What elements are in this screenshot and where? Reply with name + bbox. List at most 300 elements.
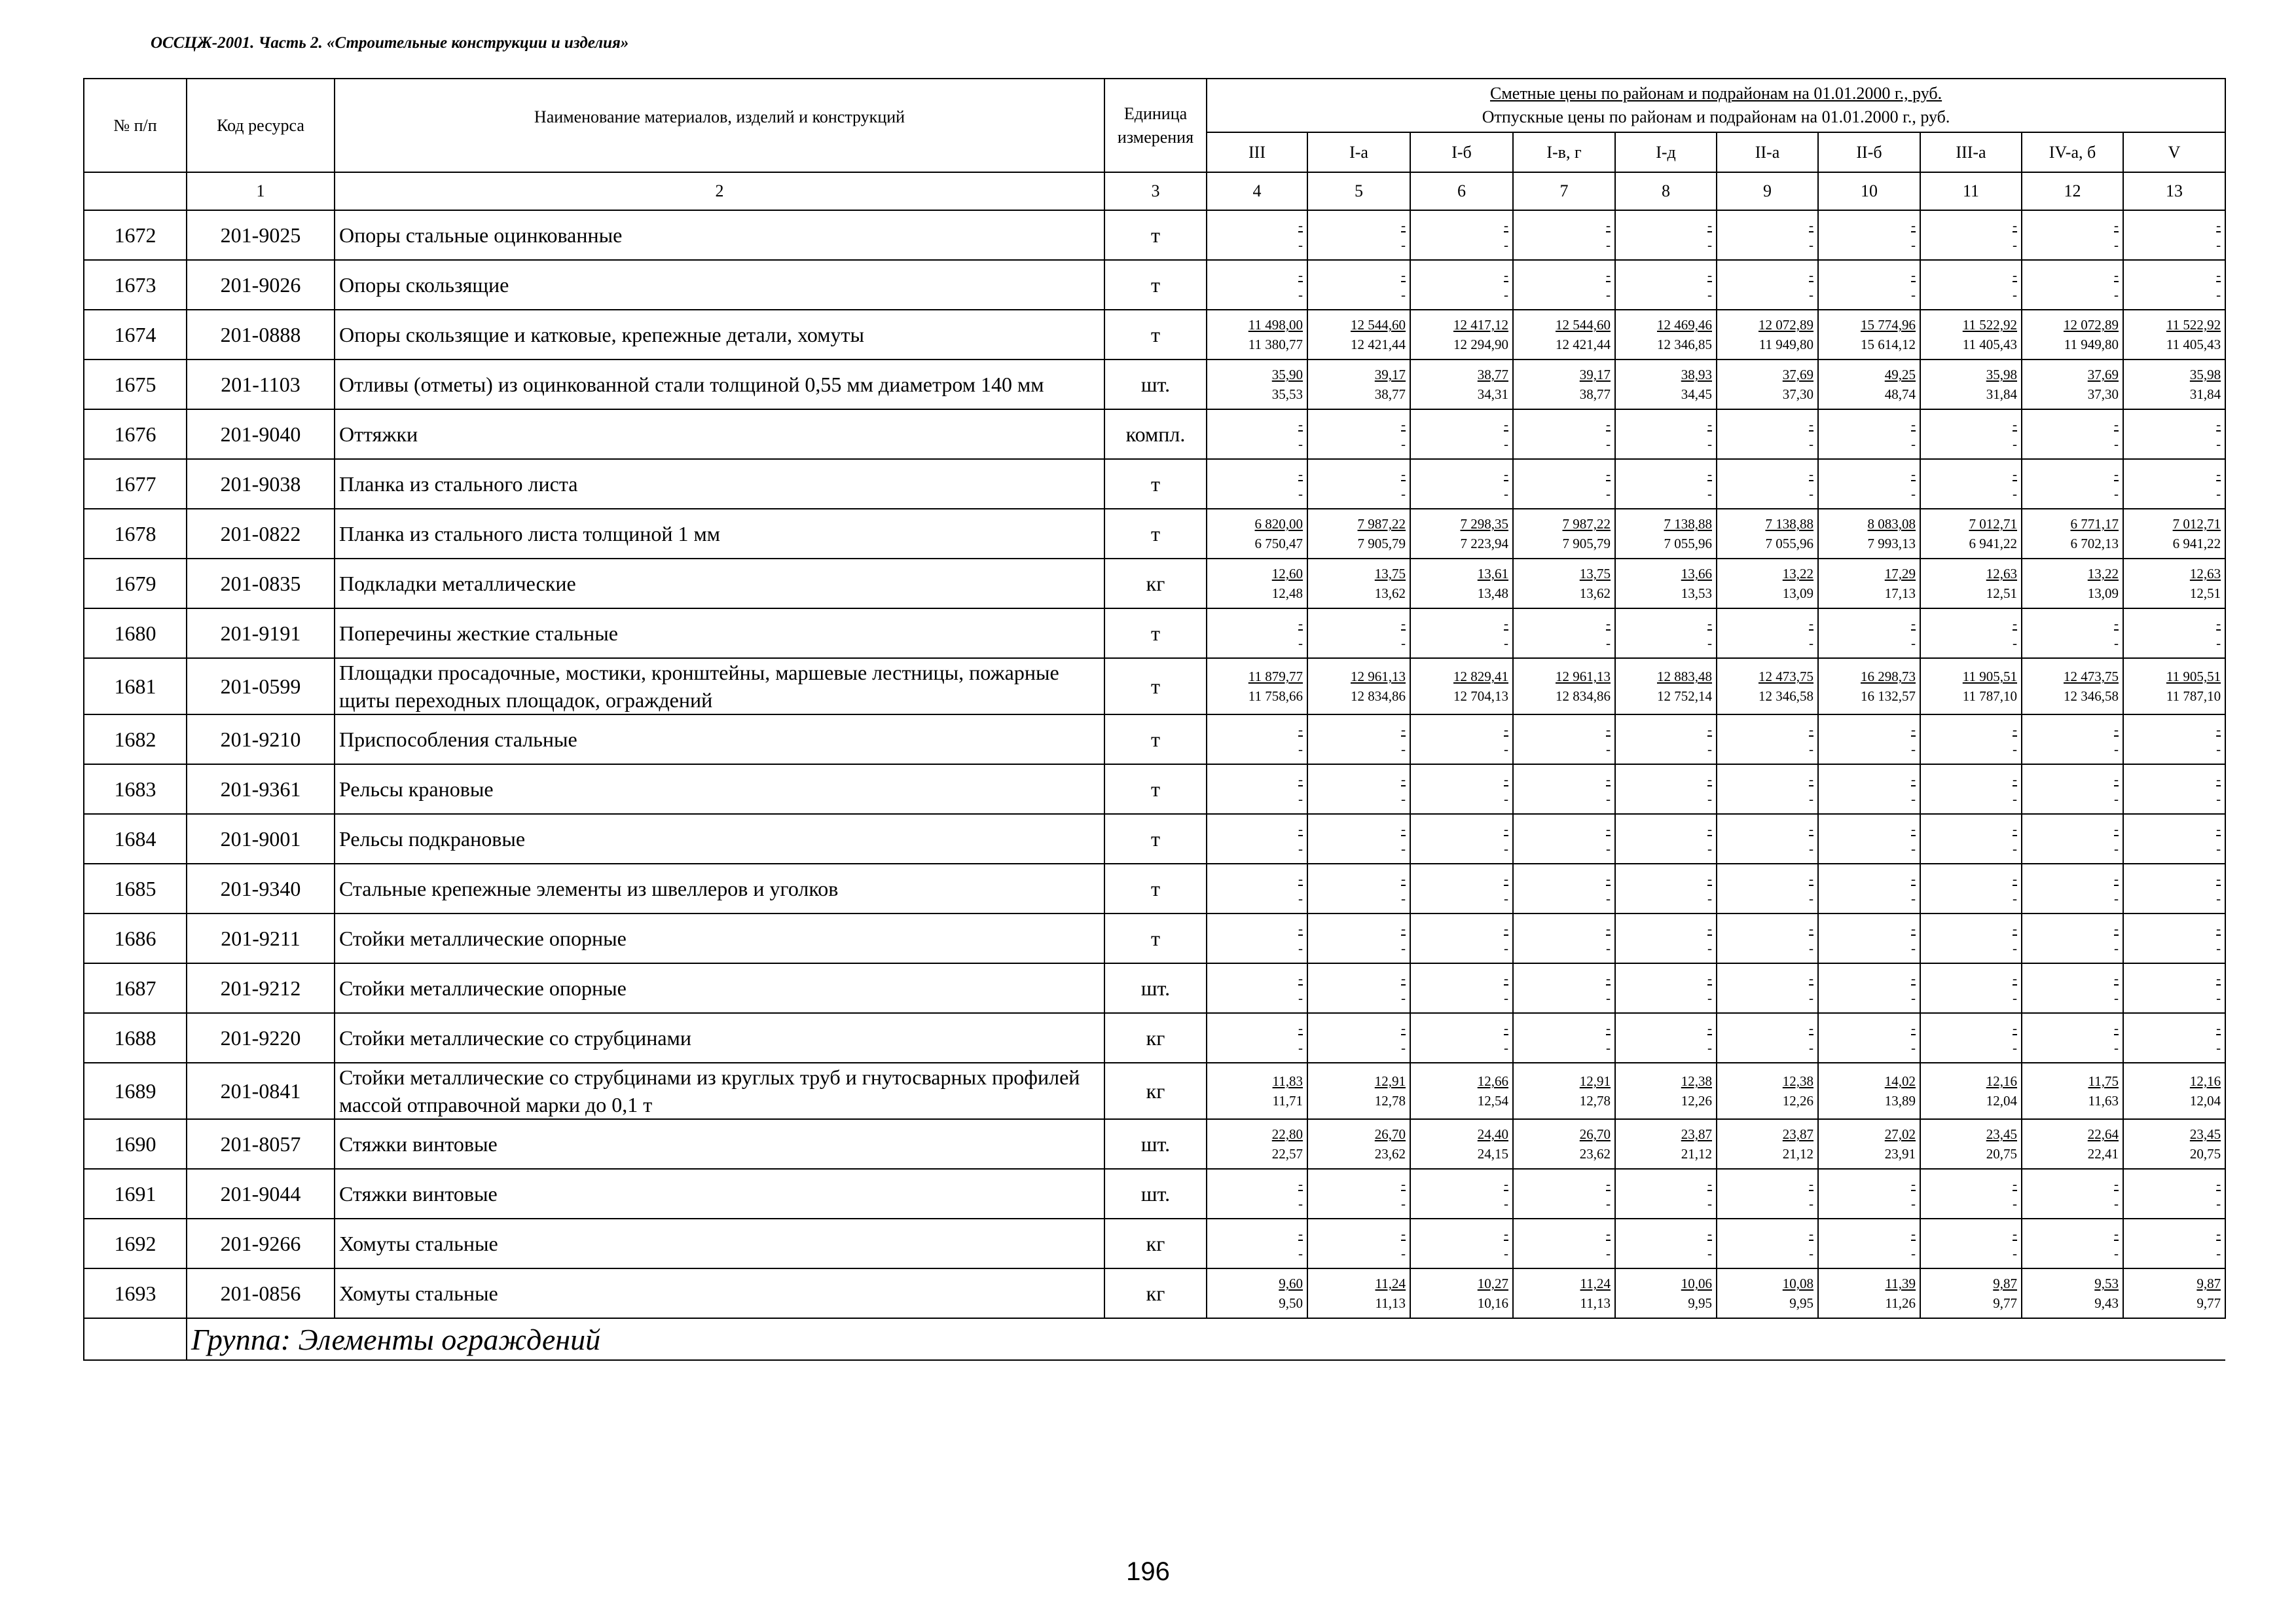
estimate-price: - <box>1911 871 1916 887</box>
release-price: - <box>1707 1196 1712 1211</box>
price-cell <box>2022 1169 2123 1219</box>
release-price: 15 614,12 <box>1861 337 1916 352</box>
estimate-price: - <box>1809 921 1813 936</box>
release-price: 17,13 <box>1884 585 1916 601</box>
price-table <box>83 78 2226 1361</box>
estimate-price: 11,24 <box>1375 1276 1406 1291</box>
price-cell <box>1207 864 1307 913</box>
price-cell <box>1207 764 1307 814</box>
price-cell <box>2022 1268 2123 1318</box>
release-price: - <box>1606 1246 1611 1261</box>
table-row <box>84 360 2225 409</box>
resource-code: 201-9040 <box>187 409 335 459</box>
release-price: - <box>2114 436 2119 452</box>
estimate-price: 7 298,35 <box>1460 516 1508 532</box>
price-cell <box>1615 1013 1717 1063</box>
price-cell <box>1615 459 1717 509</box>
unit: т <box>1104 764 1207 814</box>
price-cell <box>1818 764 1920 814</box>
release-price: - <box>1298 741 1303 757</box>
resource-code: 201-1103 <box>187 360 335 409</box>
material-name: Площадки просадочные, мостики, кронштейны, маршевые лестницы, пожарные щиты переходных площадок, ограждений <box>335 658 1104 714</box>
price-cell <box>1920 1063 2022 1119</box>
price-cell <box>1717 1219 1818 1268</box>
row-number: 1691 <box>84 1169 187 1219</box>
release-price: 13,53 <box>1681 585 1712 601</box>
release-price: - <box>1401 486 1406 502</box>
price-cell <box>1717 764 1818 814</box>
price-cell <box>1207 310 1307 360</box>
estimate-price: - <box>1911 821 1916 837</box>
release-price: 11,13 <box>1375 1295 1406 1311</box>
estimate-price: - <box>1707 970 1712 986</box>
price-cell <box>1920 210 2022 260</box>
material-name: Подкладки металлические <box>335 559 1104 608</box>
table-row <box>84 1219 2225 1268</box>
table-row <box>84 714 2225 764</box>
price-cell <box>1717 1169 1818 1219</box>
release-price: - <box>1401 1246 1406 1261</box>
estimate-price: - <box>1401 722 1406 737</box>
release-price: - <box>1707 436 1712 452</box>
estimate-price: 10,27 <box>1477 1276 1508 1291</box>
price-cell <box>1717 559 1818 608</box>
estimate-price: - <box>1504 921 1508 936</box>
price-cell <box>1920 1169 2022 1219</box>
release-price: - <box>1504 436 1508 452</box>
release-price: - <box>2013 1040 2017 1056</box>
price-cell <box>1920 1219 2022 1268</box>
unit: шт. <box>1104 1119 1207 1169</box>
row-number: 1674 <box>84 310 187 360</box>
release-price: 11,63 <box>2088 1093 2119 1109</box>
release-price: - <box>1707 741 1712 757</box>
estimate-price: - <box>1606 771 1611 787</box>
price-cell <box>2022 559 2123 608</box>
estimate-price: 12,38 <box>1782 1073 1813 1089</box>
release-price: - <box>1809 990 1813 1006</box>
estimate-price: - <box>1401 821 1406 837</box>
release-price: - <box>1707 1040 1712 1056</box>
price-cell <box>1410 1119 1513 1169</box>
estimate-price: - <box>1504 416 1508 432</box>
release-price: - <box>1809 237 1813 253</box>
release-price: 11 380,77 <box>1248 337 1303 352</box>
estimate-price: 13,75 <box>1374 566 1406 581</box>
release-price: - <box>2114 1196 2119 1211</box>
estimate-price: - <box>1606 1020 1611 1036</box>
price-cell <box>1615 913 1717 963</box>
release-price: - <box>2013 635 2017 651</box>
release-price: - <box>1504 1196 1508 1211</box>
release-price: 12,78 <box>1374 1093 1406 1109</box>
release-price: 21,12 <box>1681 1146 1712 1162</box>
estimate-price: - <box>1606 217 1611 233</box>
estimate-price: - <box>1707 821 1712 837</box>
price-cell <box>1410 913 1513 963</box>
unit: т <box>1104 714 1207 764</box>
estimate-price: 7 987,22 <box>1357 516 1406 532</box>
price-cell <box>1818 409 1920 459</box>
estimate-price: 17,29 <box>1884 566 1916 581</box>
estimate-price: - <box>1401 921 1406 936</box>
release-price: 11,13 <box>1580 1295 1611 1311</box>
price-cell <box>2123 608 2225 658</box>
release-price: - <box>2013 891 2017 906</box>
release-price: - <box>1504 287 1508 303</box>
row-number: 1677 <box>84 459 187 509</box>
price-cell <box>1513 459 1615 509</box>
estimate-price: - <box>1298 416 1303 432</box>
price-cell <box>1818 509 1920 559</box>
release-price: 7 905,79 <box>1562 536 1611 551</box>
price-cell <box>1207 913 1307 963</box>
estimate-price: 9,87 <box>1993 1276 2017 1291</box>
estimate-price: - <box>1298 821 1303 837</box>
release-price: 23,62 <box>1579 1146 1611 1162</box>
price-cell <box>2022 260 2123 310</box>
estimate-price: - <box>1809 1176 1813 1192</box>
release-price: - <box>2013 841 2017 857</box>
estimate-price: 35,98 <box>2189 367 2221 382</box>
unit: шт. <box>1104 963 1207 1013</box>
estimate-price: 12,63 <box>1986 566 2017 581</box>
price-cell <box>2022 409 2123 459</box>
price-cell <box>1717 509 1818 559</box>
row-number: 1676 <box>84 409 187 459</box>
price-cell <box>1207 509 1307 559</box>
price-cell <box>1513 913 1615 963</box>
price-cell <box>1307 509 1410 559</box>
release-price: - <box>1911 940 1916 956</box>
estimate-price: 7 012,71 <box>1969 516 2017 532</box>
estimate-price: - <box>1809 1226 1813 1242</box>
header-prices-estimate: Сметные цены по районам и подрайонам на 01.01.2000 г., руб. <box>1489 84 1942 103</box>
price-cell <box>1920 260 2022 310</box>
price-cell <box>2123 864 2225 913</box>
release-price: 9,43 <box>2094 1295 2119 1311</box>
table-row <box>84 1063 2225 1119</box>
material-name: Стальные крепежные элементы из швеллеров и уголков <box>335 864 1104 913</box>
release-price: 11 949,80 <box>2064 337 2119 352</box>
price-cell <box>1307 210 1410 260</box>
resource-code: 201-9340 <box>187 864 335 913</box>
release-price: 35,53 <box>1271 386 1303 402</box>
price-cell <box>1410 310 1513 360</box>
estimate-price: - <box>2114 217 2119 233</box>
estimate-price: - <box>1504 821 1508 837</box>
release-price: 12 421,44 <box>1556 337 1611 352</box>
estimate-price: - <box>1606 466 1611 482</box>
row-number: 1693 <box>84 1268 187 1318</box>
estimate-price: - <box>1298 217 1303 233</box>
price-cell <box>1615 409 1717 459</box>
estimate-price: - <box>1401 217 1406 233</box>
estimate-price: - <box>2216 267 2221 283</box>
release-price: - <box>2216 891 2221 906</box>
price-cell <box>1920 360 2022 409</box>
estimate-price: - <box>1504 466 1508 482</box>
estimate-price: 11 498,00 <box>1248 317 1303 333</box>
estimate-price: 16 298,73 <box>1861 669 1916 684</box>
price-cell <box>1207 658 1307 714</box>
price-cell <box>1307 764 1410 814</box>
price-cell <box>1410 1219 1513 1268</box>
release-price: 34,31 <box>1477 386 1508 402</box>
header-prices-release: Отпускные цены по районам и подрайонам на 01.01.2000 г., руб. <box>1482 107 1950 126</box>
release-price: - <box>2216 436 2221 452</box>
estimate-price: - <box>1707 771 1712 787</box>
resource-code: 201-0599 <box>187 658 335 714</box>
price-cell <box>2123 764 2225 814</box>
estimate-price: - <box>1707 921 1712 936</box>
estimate-price: 6 771,17 <box>2070 516 2119 532</box>
estimate-price: 13,22 <box>1782 566 1813 581</box>
price-cell <box>1307 360 1410 409</box>
resource-code: 201-9025 <box>187 210 335 260</box>
resource-code: 201-0856 <box>187 1268 335 1318</box>
release-price: 12 834,86 <box>1556 688 1611 704</box>
price-cell <box>1307 1063 1410 1119</box>
price-cell <box>1920 1119 2022 1169</box>
price-cell <box>1513 1063 1615 1119</box>
price-cell <box>1513 1119 1615 1169</box>
price-cell <box>1717 1119 1818 1169</box>
estimate-price: - <box>1707 1226 1712 1242</box>
material-name: Планка из стального листа толщиной 1 мм <box>335 509 1104 559</box>
estimate-price: - <box>1298 1020 1303 1036</box>
column-number-row <box>84 172 2225 210</box>
estimate-price: - <box>1911 1020 1916 1036</box>
estimate-price: 11,83 <box>1272 1073 1303 1089</box>
estimate-price: - <box>2114 267 2119 283</box>
estimate-price: 12 544,60 <box>1556 317 1611 333</box>
estimate-price: 11 905,51 <box>1962 669 2017 684</box>
price-cell <box>1920 658 2022 714</box>
column-number: 4 <box>1207 172 1307 210</box>
region-header: II-б <box>1818 132 1920 172</box>
release-price: 12,54 <box>1477 1093 1508 1109</box>
price-cell <box>1207 1063 1307 1119</box>
price-cell <box>1920 1268 2022 1318</box>
price-cell <box>1513 1268 1615 1318</box>
resource-code: 201-8057 <box>187 1119 335 1169</box>
release-price: - <box>1809 791 1813 807</box>
price-cell <box>1717 714 1818 764</box>
estimate-price: - <box>1911 267 1916 283</box>
price-cell <box>1207 1119 1307 1169</box>
column-number: 6 <box>1410 172 1513 210</box>
price-cell <box>1410 814 1513 864</box>
release-price: - <box>2013 237 2017 253</box>
estimate-price: - <box>1298 616 1303 631</box>
release-price: - <box>1809 1196 1813 1211</box>
estimate-price: - <box>1401 267 1406 283</box>
estimate-price: - <box>1504 1020 1508 1036</box>
release-price: - <box>1911 486 1916 502</box>
price-cell <box>1307 608 1410 658</box>
price-cell <box>1513 210 1615 260</box>
release-price: - <box>1606 841 1611 857</box>
resource-code: 201-9361 <box>187 764 335 814</box>
price-cell <box>2123 658 2225 714</box>
release-price: - <box>2216 486 2221 502</box>
release-price: 13,62 <box>1579 585 1611 601</box>
material-name: Поперечины жесткие стальные <box>335 608 1104 658</box>
estimate-price: 13,22 <box>2087 566 2119 581</box>
release-price: - <box>2114 1040 2119 1056</box>
estimate-price: 15 774,96 <box>1861 317 1916 333</box>
estimate-price: - <box>1809 722 1813 737</box>
release-price: - <box>1401 1040 1406 1056</box>
release-price: - <box>1504 891 1508 906</box>
unit: кг <box>1104 1063 1207 1119</box>
release-price: - <box>1606 1196 1611 1211</box>
price-cell <box>2123 1063 2225 1119</box>
estimate-price: - <box>2114 616 2119 631</box>
release-price: 13,48 <box>1477 585 1508 601</box>
price-cell <box>1410 963 1513 1013</box>
release-price: - <box>1707 486 1712 502</box>
estimate-price: - <box>2216 1226 2221 1242</box>
estimate-price: 12 883,48 <box>1657 669 1712 684</box>
release-price: 12 421,44 <box>1351 337 1406 352</box>
price-cell <box>1717 1268 1818 1318</box>
release-price: - <box>2216 990 2221 1006</box>
estimate-price: 38,77 <box>1477 367 1508 382</box>
price-cell <box>1410 509 1513 559</box>
price-cell <box>1717 864 1818 913</box>
price-cell <box>2022 864 2123 913</box>
price-cell <box>1410 764 1513 814</box>
release-price: - <box>2013 1196 2017 1211</box>
price-cell <box>1410 1013 1513 1063</box>
price-cell <box>1410 658 1513 714</box>
unit: т <box>1104 814 1207 864</box>
release-price: 38,77 <box>1374 386 1406 402</box>
estimate-price: - <box>1298 871 1303 887</box>
row-number: 1680 <box>84 608 187 658</box>
estimate-price: - <box>2114 1176 2119 1192</box>
price-cell <box>2022 360 2123 409</box>
price-cell <box>1307 1119 1410 1169</box>
release-price: 9,95 <box>1789 1295 1813 1311</box>
estimate-price: - <box>1809 771 1813 787</box>
release-price: 12 346,85 <box>1657 337 1712 352</box>
estimate-price: - <box>1911 771 1916 787</box>
price-cell <box>1307 814 1410 864</box>
column-number: 8 <box>1615 172 1717 210</box>
release-price: - <box>2216 841 2221 857</box>
price-cell <box>1615 658 1717 714</box>
release-price: - <box>2114 891 2119 906</box>
row-number: 1685 <box>84 864 187 913</box>
estimate-price: - <box>1911 722 1916 737</box>
estimate-price: - <box>1911 466 1916 482</box>
estimate-price: - <box>1809 616 1813 631</box>
estimate-price: - <box>1298 970 1303 986</box>
table-row <box>84 459 2225 509</box>
estimate-price: - <box>2013 821 2017 837</box>
price-cell <box>1818 310 1920 360</box>
column-number: 5 <box>1307 172 1410 210</box>
estimate-price: 12 473,75 <box>2064 669 2119 684</box>
estimate-price: 27,02 <box>1884 1126 1916 1142</box>
release-price: 12 346,58 <box>2064 688 2119 704</box>
estimate-price: - <box>1606 821 1611 837</box>
resource-code: 201-9210 <box>187 714 335 764</box>
release-price: - <box>1298 237 1303 253</box>
release-price: 7 055,96 <box>1664 536 1712 551</box>
estimate-price: - <box>2216 921 2221 936</box>
price-cell <box>1717 1063 1818 1119</box>
header-name: Наименование материалов, изделий и конструкций <box>335 79 1104 172</box>
price-cell <box>2022 963 2123 1013</box>
price-cell <box>1513 814 1615 864</box>
release-price: - <box>1504 741 1508 757</box>
estimate-price: - <box>2216 821 2221 837</box>
material-name: Стойки металлические опорные <box>335 963 1104 1013</box>
price-cell <box>1410 714 1513 764</box>
release-price: - <box>1809 841 1813 857</box>
price-cell <box>1307 1268 1410 1318</box>
release-price: 12,78 <box>1579 1093 1611 1109</box>
release-price: - <box>1809 287 1813 303</box>
price-cell <box>1818 260 1920 310</box>
estimate-price: 14,02 <box>1884 1073 1916 1089</box>
price-cell <box>1513 864 1615 913</box>
release-price: - <box>2216 1040 2221 1056</box>
release-price: 6 702,13 <box>2070 536 2119 551</box>
release-price: 12,48 <box>1271 585 1303 601</box>
release-price: 34,45 <box>1681 386 1712 402</box>
unit: т <box>1104 459 1207 509</box>
resource-code: 201-9212 <box>187 963 335 1013</box>
price-cell <box>2123 1219 2225 1268</box>
resource-code: 201-9211 <box>187 913 335 963</box>
price-cell <box>1307 459 1410 509</box>
release-price: 38,77 <box>1579 386 1611 402</box>
price-cell <box>2022 814 2123 864</box>
resource-code: 201-0841 <box>187 1063 335 1119</box>
price-cell <box>1307 260 1410 310</box>
release-price: - <box>1504 237 1508 253</box>
row-number: 1672 <box>84 210 187 260</box>
release-price: - <box>2013 990 2017 1006</box>
price-cell <box>1207 608 1307 658</box>
release-price: - <box>1298 841 1303 857</box>
header-prices <box>1207 79 2225 132</box>
estimate-price: 26,70 <box>1374 1126 1406 1142</box>
price-cell <box>1513 260 1615 310</box>
price-cell <box>1307 1169 1410 1219</box>
price-cell <box>1615 814 1717 864</box>
estimate-price: 11 522,92 <box>2166 317 2221 333</box>
estimate-price: 39,17 <box>1374 367 1406 382</box>
price-cell <box>1818 864 1920 913</box>
release-price: - <box>1298 635 1303 651</box>
release-price: - <box>2013 940 2017 956</box>
release-price: 12 704,13 <box>1453 688 1508 704</box>
price-cell <box>1717 1013 1818 1063</box>
price-cell <box>1410 1063 1513 1119</box>
estimate-price: - <box>1401 1226 1406 1242</box>
release-price: - <box>2216 741 2221 757</box>
unit: т <box>1104 310 1207 360</box>
price-cell <box>2123 559 2225 608</box>
estimate-price: - <box>1809 871 1813 887</box>
release-price: - <box>1298 940 1303 956</box>
